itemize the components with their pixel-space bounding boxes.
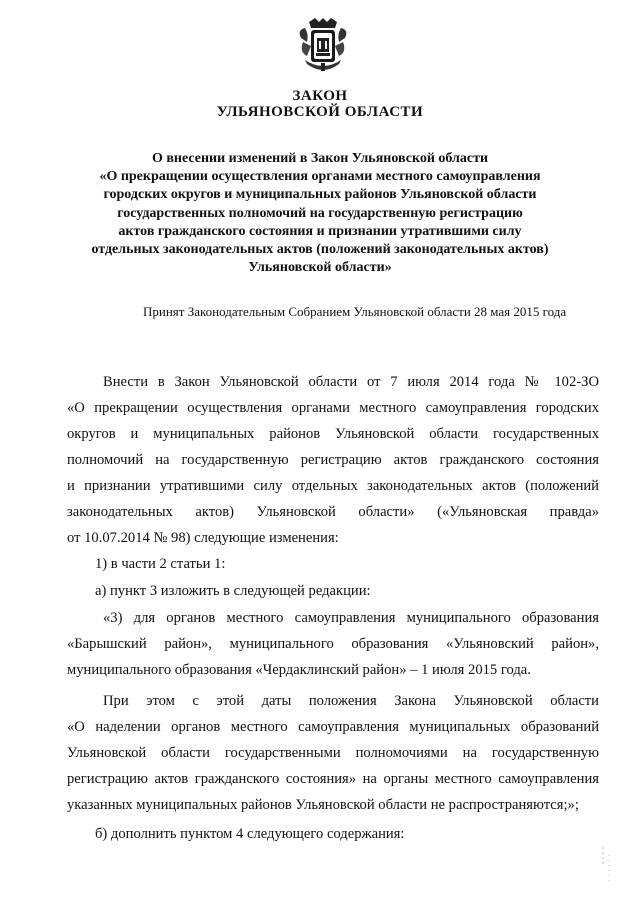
paragraph-line: Ульяновской области государственными полномочиями на государственную (67, 745, 599, 761)
paragraph-line: указанных муниципальных районов Ульяновской области не распространяются;»; (67, 797, 579, 813)
paragraph-line: регистрацию актов гражданского состояния» на органы местного самоуправления (67, 771, 599, 787)
paragraph-line: Внести в Закон Ульяновской области от 7 июля 2014 года № 102-ЗО (103, 374, 599, 390)
paragraph-line: «3) для органов местного самоуправления муниципального образования (103, 610, 599, 626)
title-line: государственных полномочий на государственную регистрацию (117, 205, 523, 221)
law-title (40, 150, 600, 277)
paragraph-line: и признании утратившими силу отдельных законодательных актов (положений (67, 478, 599, 494)
coat-of-arms-emblem (295, 16, 351, 76)
paragraph-line: от 10.07.2014 № 98) следующие изменения: (67, 530, 339, 546)
title-line: городских округов и муниципальных районов Ульяновской области (103, 187, 537, 203)
paragraph-line: «О наделении органов местного самоуправления муниципальных образований (67, 719, 599, 735)
region-heading: УЛЬЯНОВСКОЙ ОБЛАСТИ (216, 104, 424, 120)
title-line: «О прекращении осуществления органами местного самоуправления (99, 169, 541, 185)
adoption-note: Принят Законодательным Собранием Ульяновской области 28 мая 2015 года (143, 304, 567, 319)
paragraph-line: При этом с этой даты положения Закона Ульяновской области (103, 693, 599, 709)
title-line: актов гражданского состояния и признании утратившими силу (118, 223, 522, 239)
paragraph-line: муниципального образования «Чердаклинский район» – 1 июля 2015 года. (67, 662, 531, 678)
paragraph-line: законодательных актов) Ульяновской области» («Ульяновская правда» (67, 504, 599, 520)
paragraph-line: полномочий на государственную регистрацию актов гражданского состояния (67, 452, 599, 468)
paragraph-line: округов и муниципальных районов Ульяновской области государственных (67, 426, 599, 442)
title-line: отдельных законодательных актов (положений законодательных актов) (91, 242, 549, 258)
paragraph-line: «Барышский район», муниципального образования «Ульяновский район», (67, 636, 599, 652)
paragraph-line: «О прекращении осуществления органами местного самоуправления городских (67, 400, 599, 416)
list-item: 1) в части 2 статьи 1: (95, 556, 226, 572)
title-line: О внесении изменений в Закон Ульяновской области (151, 151, 489, 166)
title-line: Ульяновской области» (248, 260, 392, 276)
margin-scan-marks (600, 845, 614, 895)
law-heading: ЗАКОН (292, 88, 348, 104)
list-item: а) пункт 3 изложить в следующей редакции: (95, 583, 371, 599)
list-item: б) дополнить пунктом 4 следующего содержания: (95, 826, 405, 842)
